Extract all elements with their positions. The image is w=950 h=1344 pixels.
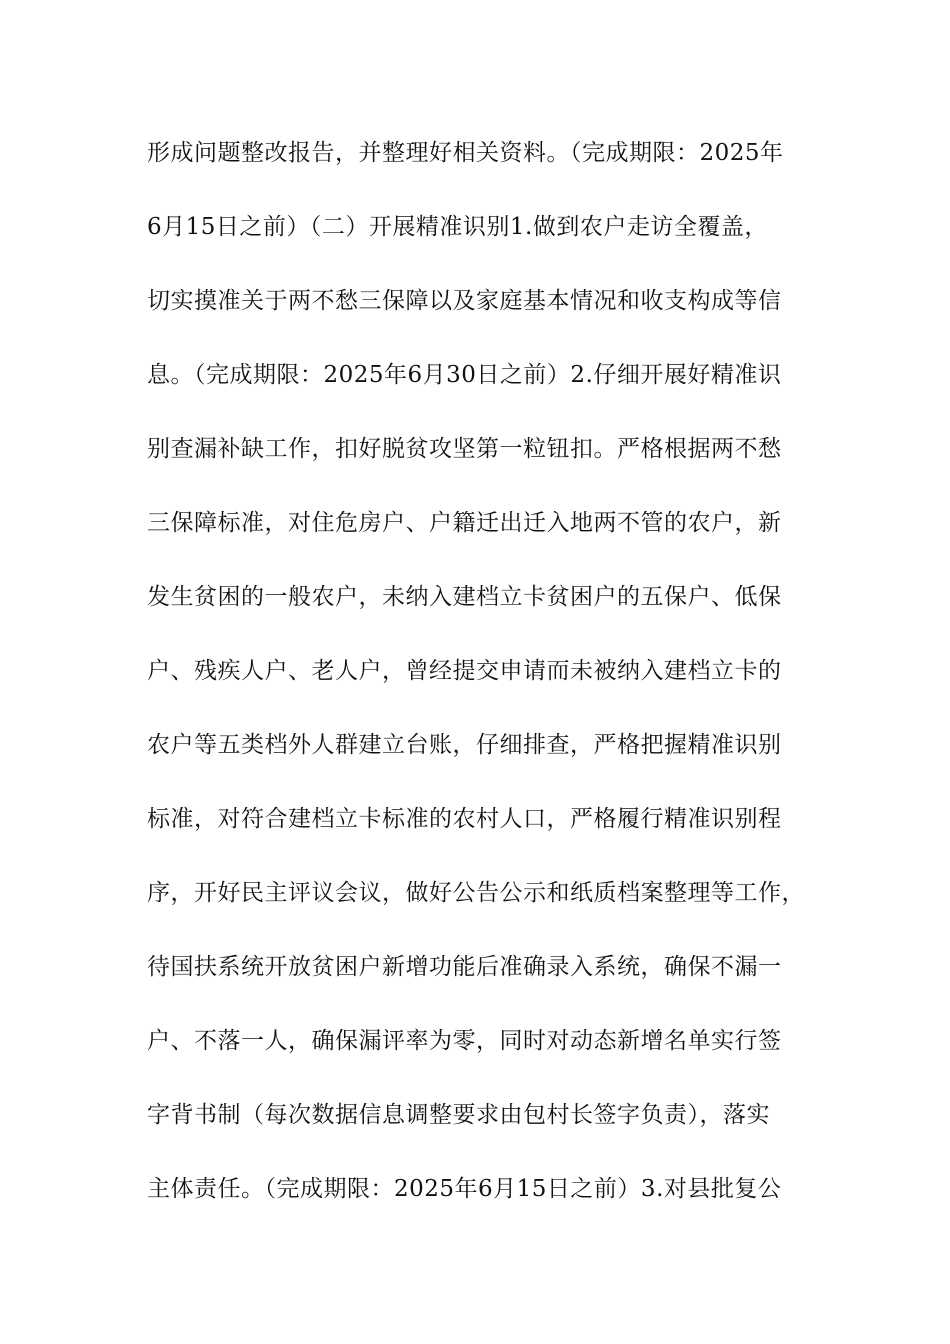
text-line-8: 户、残疾人户、老人户，曾经提交申请而未被纳入建档立卡的 bbox=[147, 658, 782, 684]
text-line-2: 6月15日之前）（二）开展精准识别1.做到农户走访全覆盖， bbox=[147, 214, 768, 240]
text-line-6: 三保障标准，对住危房户、户籍迁出迁入地两不管的农户，新 bbox=[147, 510, 782, 536]
body-text bbox=[147, 130, 807, 1240]
text-line-3: 切实摸准关于两不愁三保障以及家庭基本情况和收支构成等信 bbox=[147, 288, 782, 314]
text-line-5: 别查漏补缺工作，扣好脱贫攻坚第一粒钮扣。严格根据两不愁 bbox=[147, 436, 782, 462]
text-line-7: 发生贫困的一般农户，未纳入建档立卡贫困户的五保户、低保 bbox=[147, 584, 782, 610]
text-line-4: 息。（完成期限：2025年6月30日之前）2.仔细开展好精准识 bbox=[147, 362, 782, 388]
text-line-13: 户、不落一人，确保漏评率为零，同时对动态新增名单实行签 bbox=[147, 1028, 782, 1054]
text-line-15: 主体责任。（完成期限：2025年6月15日之前）3.对县批复公 bbox=[147, 1176, 782, 1202]
text-line-14: 字背书制（每次数据信息调整要求由包村长签字负责），落实 bbox=[147, 1102, 770, 1128]
text-line-11: 序，开好民主评议会议，做好公告公示和纸质档案整理等工作， bbox=[147, 880, 805, 906]
text-line-12: 待国扶系统开放贫困户新增功能后准确录入系统，确保不漏一 bbox=[147, 954, 782, 980]
text-line-9: 农户等五类档外人群建立台账，仔细排查，严格把握精准识别 bbox=[147, 732, 782, 758]
text-line-1: 形成问题整改报告，并整理好相关资料。（完成期限：2025年 bbox=[147, 140, 784, 166]
text-line-10: 标准，对符合建档立卡标准的农村人口，严格履行精准识别程 bbox=[147, 806, 782, 832]
